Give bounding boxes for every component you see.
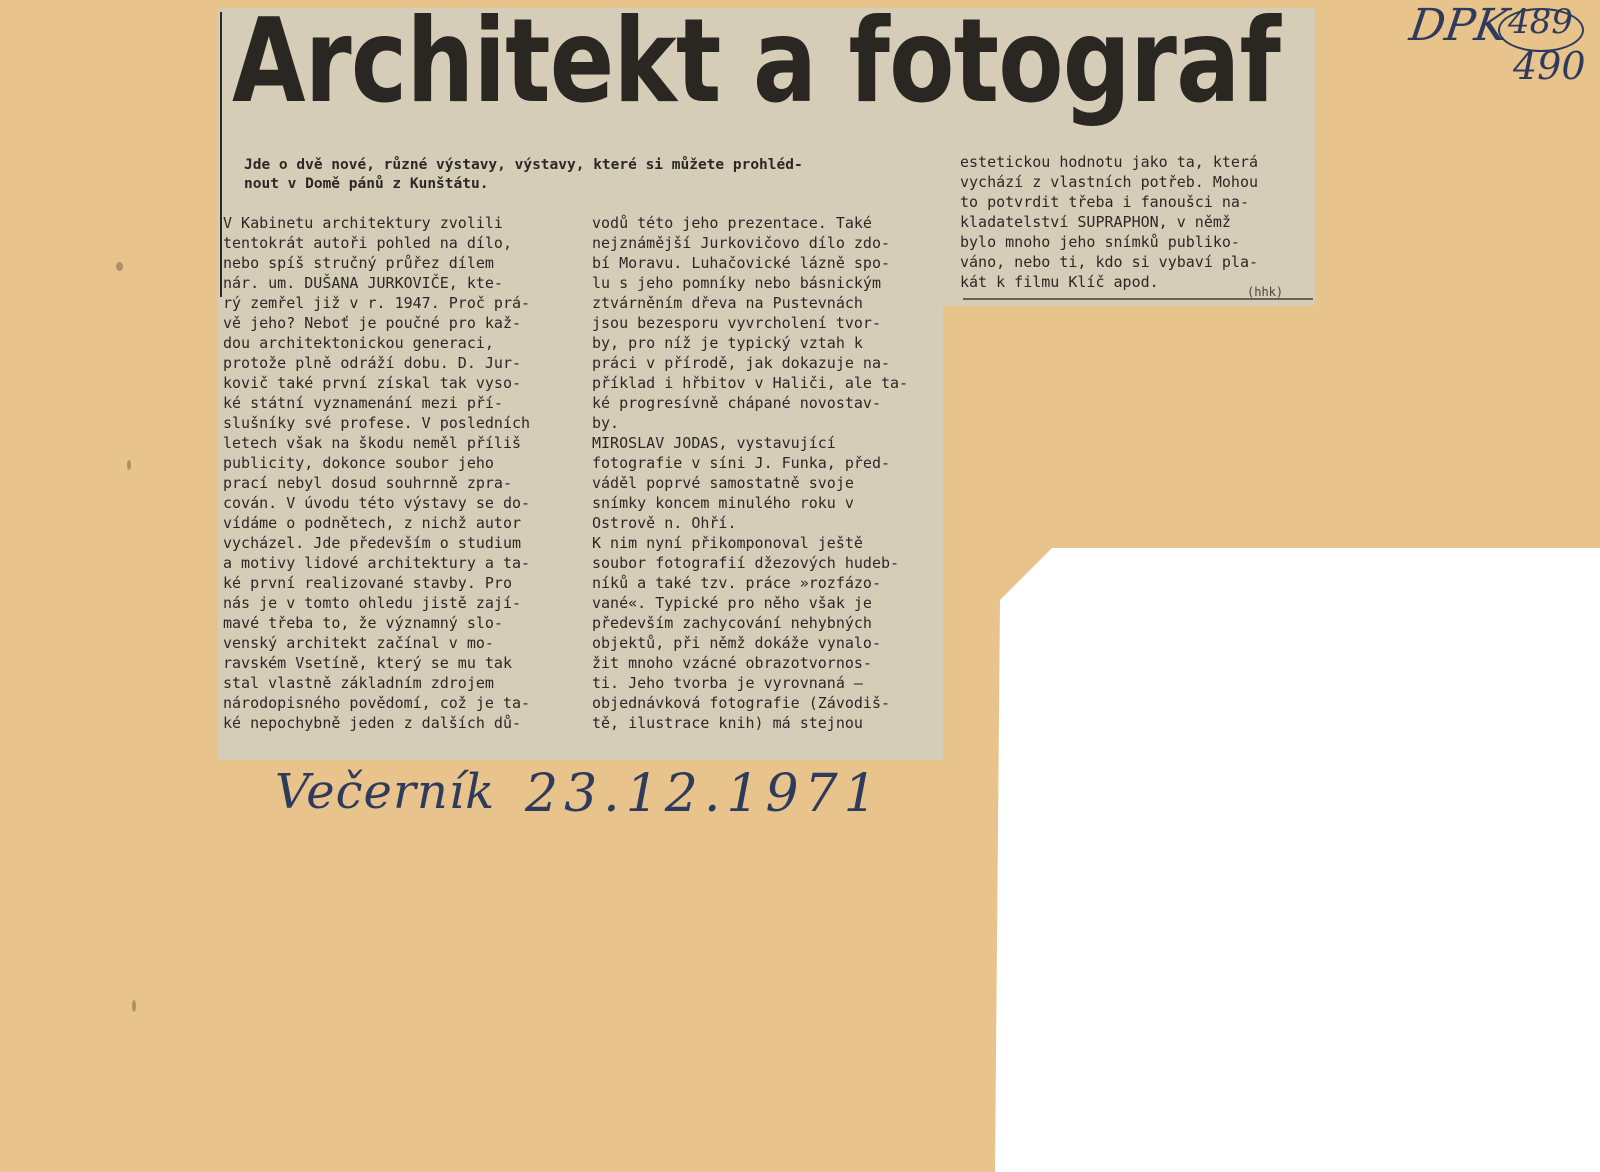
article-line: fotografie v síni J. Funka, před-	[592, 454, 891, 472]
article-line: kladatelství SUPRAPHON, v němž	[960, 213, 1231, 231]
article-line: vycházel. Jde především o studium	[223, 534, 522, 552]
paper-stain	[132, 1000, 136, 1012]
article-line: kát k filmu Klíč apod.	[960, 273, 1159, 291]
article-line: letech však na škodu neměl příliš	[223, 434, 522, 452]
lede	[244, 156, 934, 194]
article-column-3	[960, 152, 1310, 292]
article-line: tě, ilustrace knih) má stejnou	[592, 714, 863, 732]
article-line: to potvrdit třeba i fanoušci na-	[960, 193, 1249, 211]
lede-line: Jde o dvě nové, různé výstavy, výstavy, které si můžete prohléd-	[244, 157, 803, 173]
article-line: váno, nebo ti, kdo si vybaví pla-	[960, 253, 1259, 271]
article-line: mavé třeba to, že významný slo-	[223, 614, 503, 632]
article-line: kovič také první získal tak vyso-	[223, 374, 522, 392]
article-line: by.	[592, 414, 620, 432]
article-line: vídáme o podnětech, z nichž autor	[223, 514, 522, 532]
paper-stain	[127, 460, 131, 470]
handwritten-date: 23.12.1971	[525, 764, 883, 824]
column-rule	[220, 12, 222, 297]
article-line: rý zemřel již v r. 1947. Proč prá-	[223, 294, 531, 312]
article-line: nás je v tomto ohledu jistě zají-	[223, 594, 522, 612]
article-line: by, pro níž je typický vztah k	[592, 334, 863, 352]
article-line: ké progresívně chápané novostav-	[592, 394, 881, 412]
article-line: ti. Jeho tvorba je vyrovnaná —	[592, 674, 863, 692]
article-line: ztvárněním dřeva na Pustevnách	[592, 294, 863, 312]
article-line: prací nebyl dosud souhrnně zpra-	[223, 474, 512, 492]
article-line: objednávková fotografie (Závodiš-	[592, 694, 891, 712]
archive-code: DPK	[1406, 0, 1512, 51]
archive-number-2: 490	[1513, 44, 1586, 88]
article-line: venský architekt začínal v mo-	[223, 634, 494, 652]
article-line: publicity, dokonce soubor jeho	[223, 454, 494, 472]
article-column-2	[592, 213, 940, 733]
article-line: stal vlastně základním zdrojem	[223, 674, 494, 692]
article-line: tentokrát autoři pohled na dílo,	[223, 234, 512, 252]
article-line: bylo mnoho jeho snímků publiko-	[960, 233, 1240, 251]
article-line: a motivy lidové architektury a ta-	[223, 554, 531, 572]
article-line: bí Moravu. Luhačovické lázně spo-	[592, 254, 891, 272]
author-signature: (hhk)	[1247, 285, 1284, 299]
article-line: V Kabinetu architektury zvolili	[223, 214, 503, 232]
article-line: žit mnoho vzácné obrazotvornos-	[592, 654, 872, 672]
article-line: nár. um. DUŠANA JURKOVIČE, kte-	[223, 274, 503, 292]
article-line: lu s jeho pomníky nebo básnickým	[592, 274, 881, 292]
article-line: estetickou hodnotu jako ta, která	[960, 153, 1259, 171]
article-line: váděl poprvé samostatně svoje	[592, 474, 854, 492]
lede-line: nout v Domě pánů z Kunštátu.	[244, 176, 489, 192]
article-line: snímky koncem minulého roku v	[592, 494, 854, 512]
article-line: Ostrově n. Ohří.	[592, 514, 737, 532]
article-line: ké státní vyznamenání mezi pří-	[223, 394, 503, 412]
article-line: vychází z vlastních potřeb. Mohou	[960, 173, 1259, 191]
article-column-1	[223, 213, 571, 733]
article-line: ké nepochybně jeden z dalších dů-	[223, 714, 522, 732]
article-line: vodů této jeho prezentace. Také	[592, 214, 872, 232]
article-line: objektů, při němž dokáže vynalo-	[592, 634, 881, 652]
article-line: K nim nyní přikomponoval ještě	[592, 534, 863, 552]
article-line: slušníky své profese. V posledních	[223, 414, 531, 432]
article-line: vané«. Typické pro něho však je	[592, 594, 872, 612]
article-line: nebo spíš stručný průřez dílem	[223, 254, 494, 272]
article-line: především zachycování nehybných	[592, 614, 872, 632]
archive-number-1: 489	[1508, 2, 1573, 42]
article-line: jsou bezesporu vyvrcholení tvor-	[592, 314, 881, 332]
article-line: práci v přírodě, jak dokazuje na-	[592, 354, 891, 372]
handwritten-source: Večerník	[275, 764, 496, 820]
paper-stain	[116, 262, 123, 271]
article-line: protože plně odráží dobu. D. Jur-	[223, 354, 522, 372]
article-line: nejznámější Jurkovičovo dílo zdo-	[592, 234, 891, 252]
article-line: MIROSLAV JODAS, vystavující	[592, 434, 836, 452]
article-line: dou architektonickou generaci,	[223, 334, 494, 352]
headline: Architekt a fotograf	[232, 0, 1281, 129]
article-line: ravském Vsetíně, který se mu tak	[223, 654, 512, 672]
article-line: příklad i hřbitov v Haliči, ale ta-	[592, 374, 909, 392]
article-line: soubor fotografií džezových hudeb-	[592, 554, 900, 572]
article-line: vě jeho? Neboť je poučné pro kaž-	[223, 314, 522, 332]
article-line: cován. V úvodu této výstavy se do-	[223, 494, 531, 512]
article-line: níků a také tzv. práce »rozfázo-	[592, 574, 881, 592]
article-line: národopisného povědomí, což je ta-	[223, 694, 531, 712]
article-line: ké první realizované stavby. Pro	[223, 574, 512, 592]
